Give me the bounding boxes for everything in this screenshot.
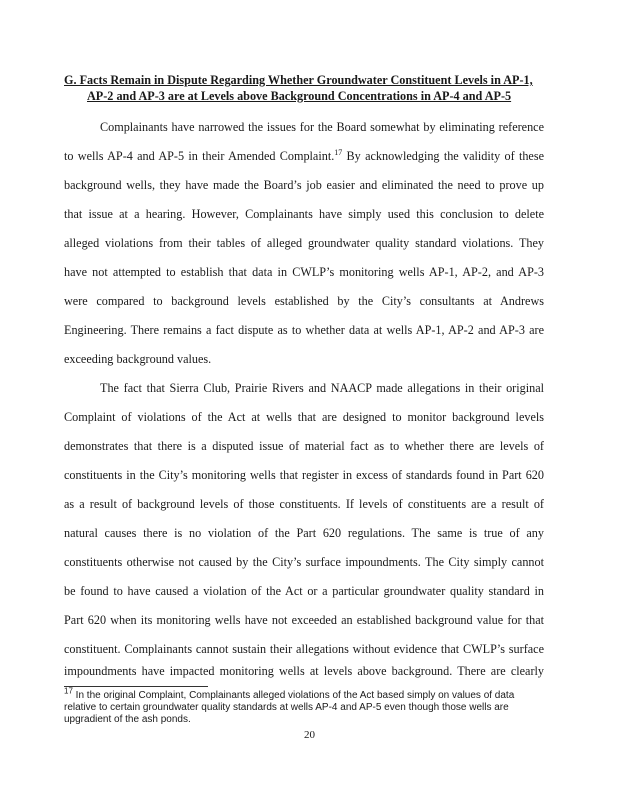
footnote-text: In the original Complaint, Complainants alleged violations of the Act based simply on values of data (72, 690, 515, 701)
paragraph-2-line: as a result of background levels of those constituents. If levels of constituents are a result of (64, 497, 544, 511)
paragraph-1-text: By acknowledging the validity of these (342, 149, 544, 163)
paragraph-2-line: impoundments have impacted monitoring wells at levels above background. There are clearly (64, 664, 544, 678)
page-number: 20 (304, 729, 315, 741)
paragraph-1-line: alleged violations from their tables of alleged groundwater quality standard violations. They (64, 236, 544, 250)
paragraph-1-line: background wells, they have made the Board’s job easier and eliminated the need to prove up (64, 178, 544, 192)
paragraph-2-line: The fact that Sierra Club, Prairie Rivers and NAACP made allegations in their original (100, 381, 544, 395)
paragraph-1-line: Complainants have narrowed the issues for the Board somewhat by eliminating reference (100, 120, 544, 134)
paragraph-2-line: Part 620 when its monitoring wells have not exceeded an established background value for that (64, 613, 544, 627)
paragraph-2-line: demonstrates that there is a disputed issue of material fact as to whether there are levels of (64, 439, 544, 453)
paragraph-2-line: constituents in the City’s monitoring wells that register in excess of standards found in Part 620 (64, 468, 544, 482)
footnote (64, 686, 534, 726)
paragraph-1-line: have not attempted to establish that data in CWLP’s monitoring wells AP-1, AP-2, and AP-3 (64, 265, 544, 279)
paragraph-1-line: that issue at a hearing. However, Complainants have simply used this conclusion to delete (64, 207, 544, 221)
footnote-marker: 17 (64, 686, 73, 696)
footnote-ref: 17 (334, 147, 343, 157)
paragraph-2-line: constituents otherwise not caused by the City’s surface impoundments. The City simply cannot (64, 555, 544, 569)
paragraph-2-line: constituent. Complainants cannot sustain their allegations without evidence that CWLP’s surface (64, 642, 544, 656)
paragraph-2-line: Complaint of violations of the Act at wells that are designed to monitor background levels (64, 410, 544, 424)
paragraph-2-line: be found to have caused a violation of the Act or a particular groundwater quality standard in (64, 584, 544, 598)
footnote-line: upgradient of the ash ponds. (64, 714, 191, 725)
footnote-line (64, 686, 534, 702)
footnote-divider (64, 686, 208, 687)
paragraph-1-line (64, 149, 544, 164)
paragraph-1-line: were compared to background levels established by the City’s consultants at Andrews (64, 294, 544, 308)
section-heading-line-1: G. Facts Remain in Dispute Regarding Whether Groundwater Constituent Levels in AP-1, (64, 73, 533, 87)
section-heading-line-2: AP-2 and AP-3 are at Levels above Background Concentrations in AP-4 and AP-5 (87, 89, 512, 103)
paragraph-2-line: natural causes there is no violation of the Part 620 regulations. The same is true of any (64, 526, 544, 540)
paragraph-1-line: Engineering. There remains a fact dispute as to whether data at wells AP-1, AP-2 and AP-3 are (64, 323, 544, 337)
footnote-line: relative to certain groundwater quality standards at wells AP-4 and AP-5 even though those wells are (64, 702, 509, 713)
paragraph-1-line: exceeding background values. (64, 352, 212, 366)
paragraph-1-text: to wells AP-4 and AP-5 in their Amended Complaint. (64, 149, 335, 163)
section-heading (64, 72, 544, 104)
